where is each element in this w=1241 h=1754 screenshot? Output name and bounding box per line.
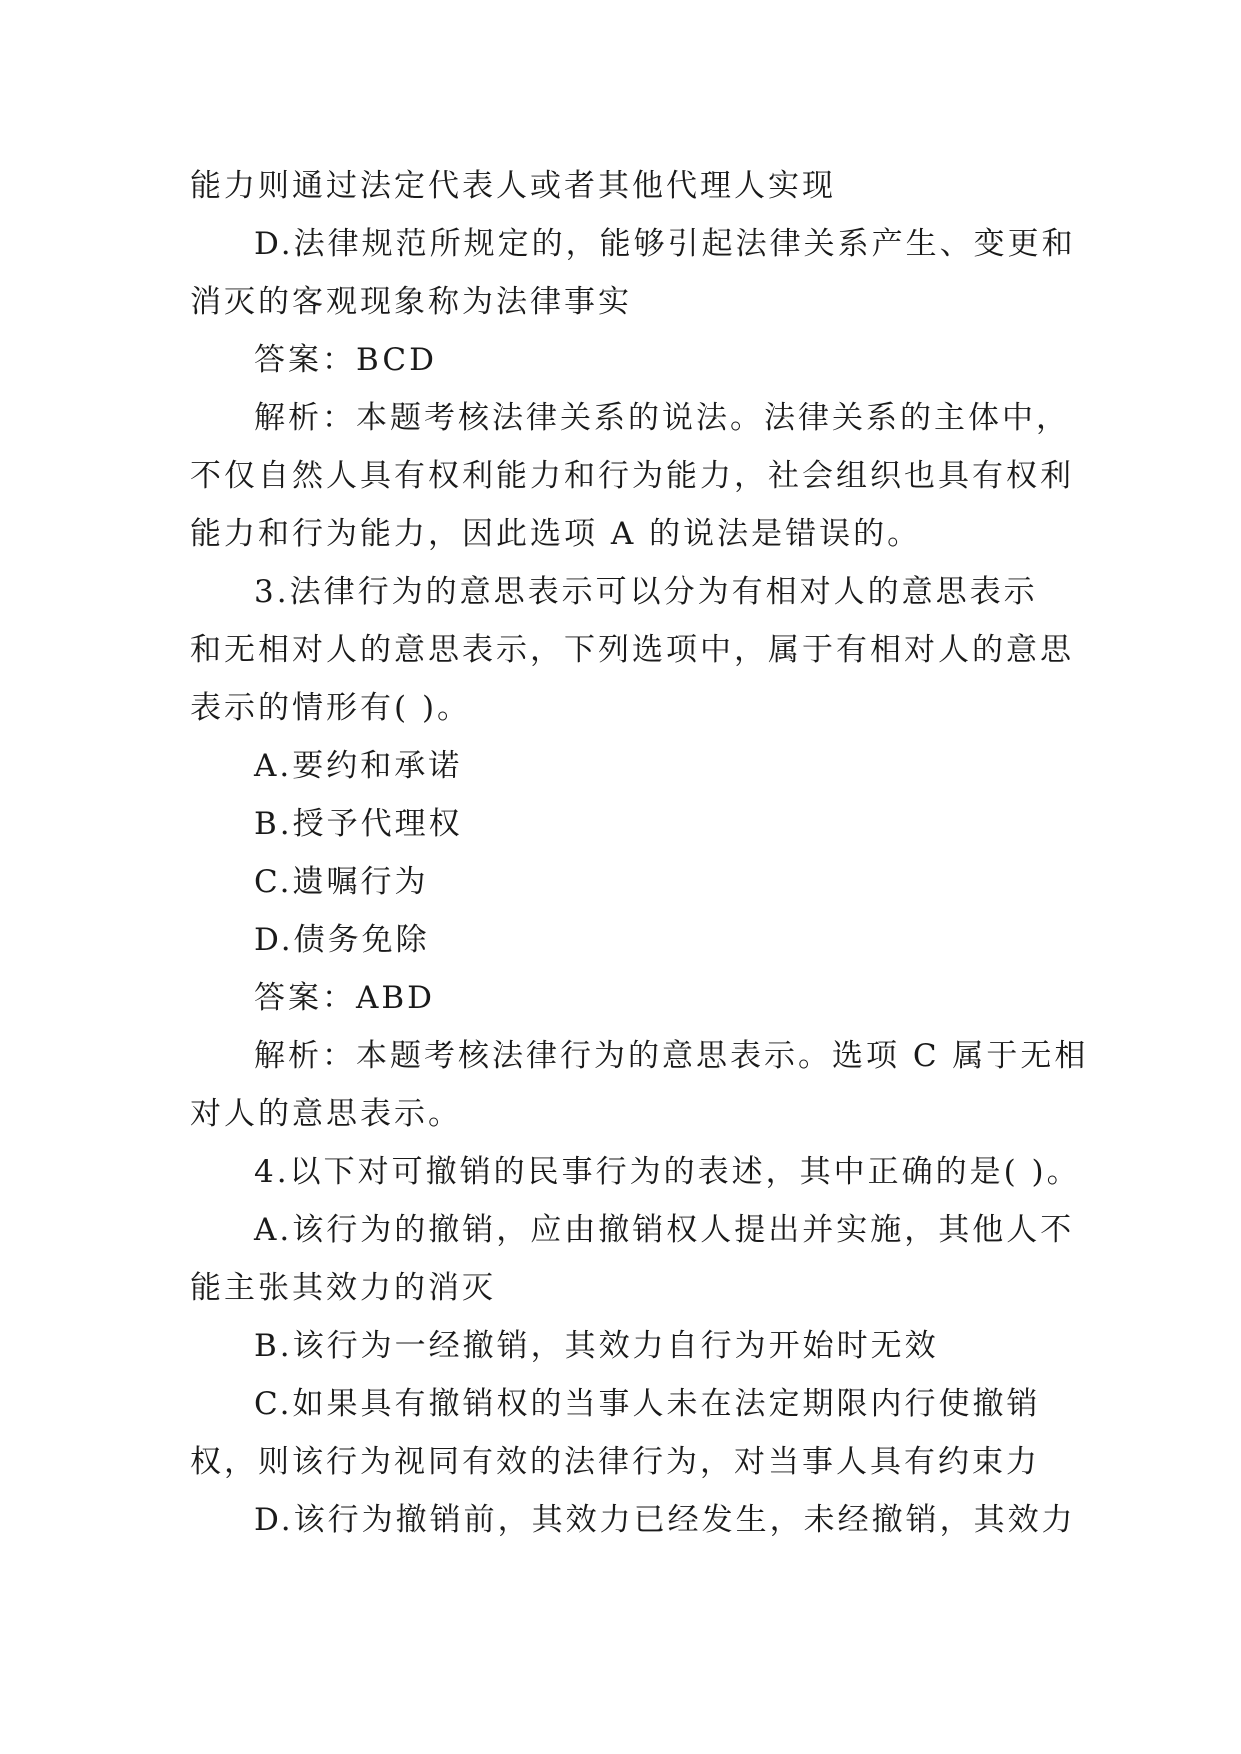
option-line: B.授予代理权 <box>254 806 463 842</box>
text-line: 能主张其效力的消灭 <box>190 1270 496 1306</box>
analysis-line: 解析：本题考核法律行为的意思表示。选项 C 属于无相 <box>254 1038 1089 1074</box>
analysis-line: 解析：本题考核法律关系的说法。法律关系的主体中， <box>254 400 1070 436</box>
text-line: 能力则通过法定代表人或者其他代理人实现 <box>190 168 836 204</box>
text-line: 不仅自然人具有权利能力和行为能力，社会组织也具有权利 <box>190 458 1074 494</box>
text-line: 对人的意思表示。 <box>190 1096 462 1132</box>
text-line: 能力和行为能力，因此选项 A 的说法是错误的。 <box>190 516 922 552</box>
answer-line: 答案：ABD <box>254 980 436 1016</box>
question-line: 4.以下对可撤销的民事行为的表述，其中正确的是( )。 <box>254 1154 1081 1190</box>
option-line: D.债务免除 <box>254 922 430 958</box>
text-line: 表示的情形有( )。 <box>190 690 472 726</box>
answer-line: 答案：BCD <box>254 342 437 378</box>
option-line: B.该行为一经撤销，其效力自行为开始时无效 <box>254 1328 939 1364</box>
option-line: D.该行为撤销前，其效力已经发生，未经撤销，其效力 <box>254 1502 1076 1538</box>
option-line: C.遗嘱行为 <box>254 864 429 900</box>
option-line: A.要约和承诺 <box>254 748 463 784</box>
text-line: 和无相对人的意思表示，下列选项中，属于有相对人的意思 <box>190 632 1074 668</box>
text-line: 消灭的客观现象称为法律事实 <box>190 284 632 320</box>
question-line: 3.法律行为的意思表示可以分为有相对人的意思表示 <box>254 574 1038 610</box>
text-line: D.法律规范所规定的，能够引起法律关系产生、变更和 <box>254 226 1076 262</box>
option-line: A.该行为的撤销，应由撤销权人提出并实施，其他人不 <box>254 1212 1075 1248</box>
text-line: 权，则该行为视同有效的法律行为，对当事人具有约束力 <box>190 1444 1040 1480</box>
option-line: C.如果具有撤销权的当事人未在法定期限内行使撤销 <box>254 1386 1041 1422</box>
